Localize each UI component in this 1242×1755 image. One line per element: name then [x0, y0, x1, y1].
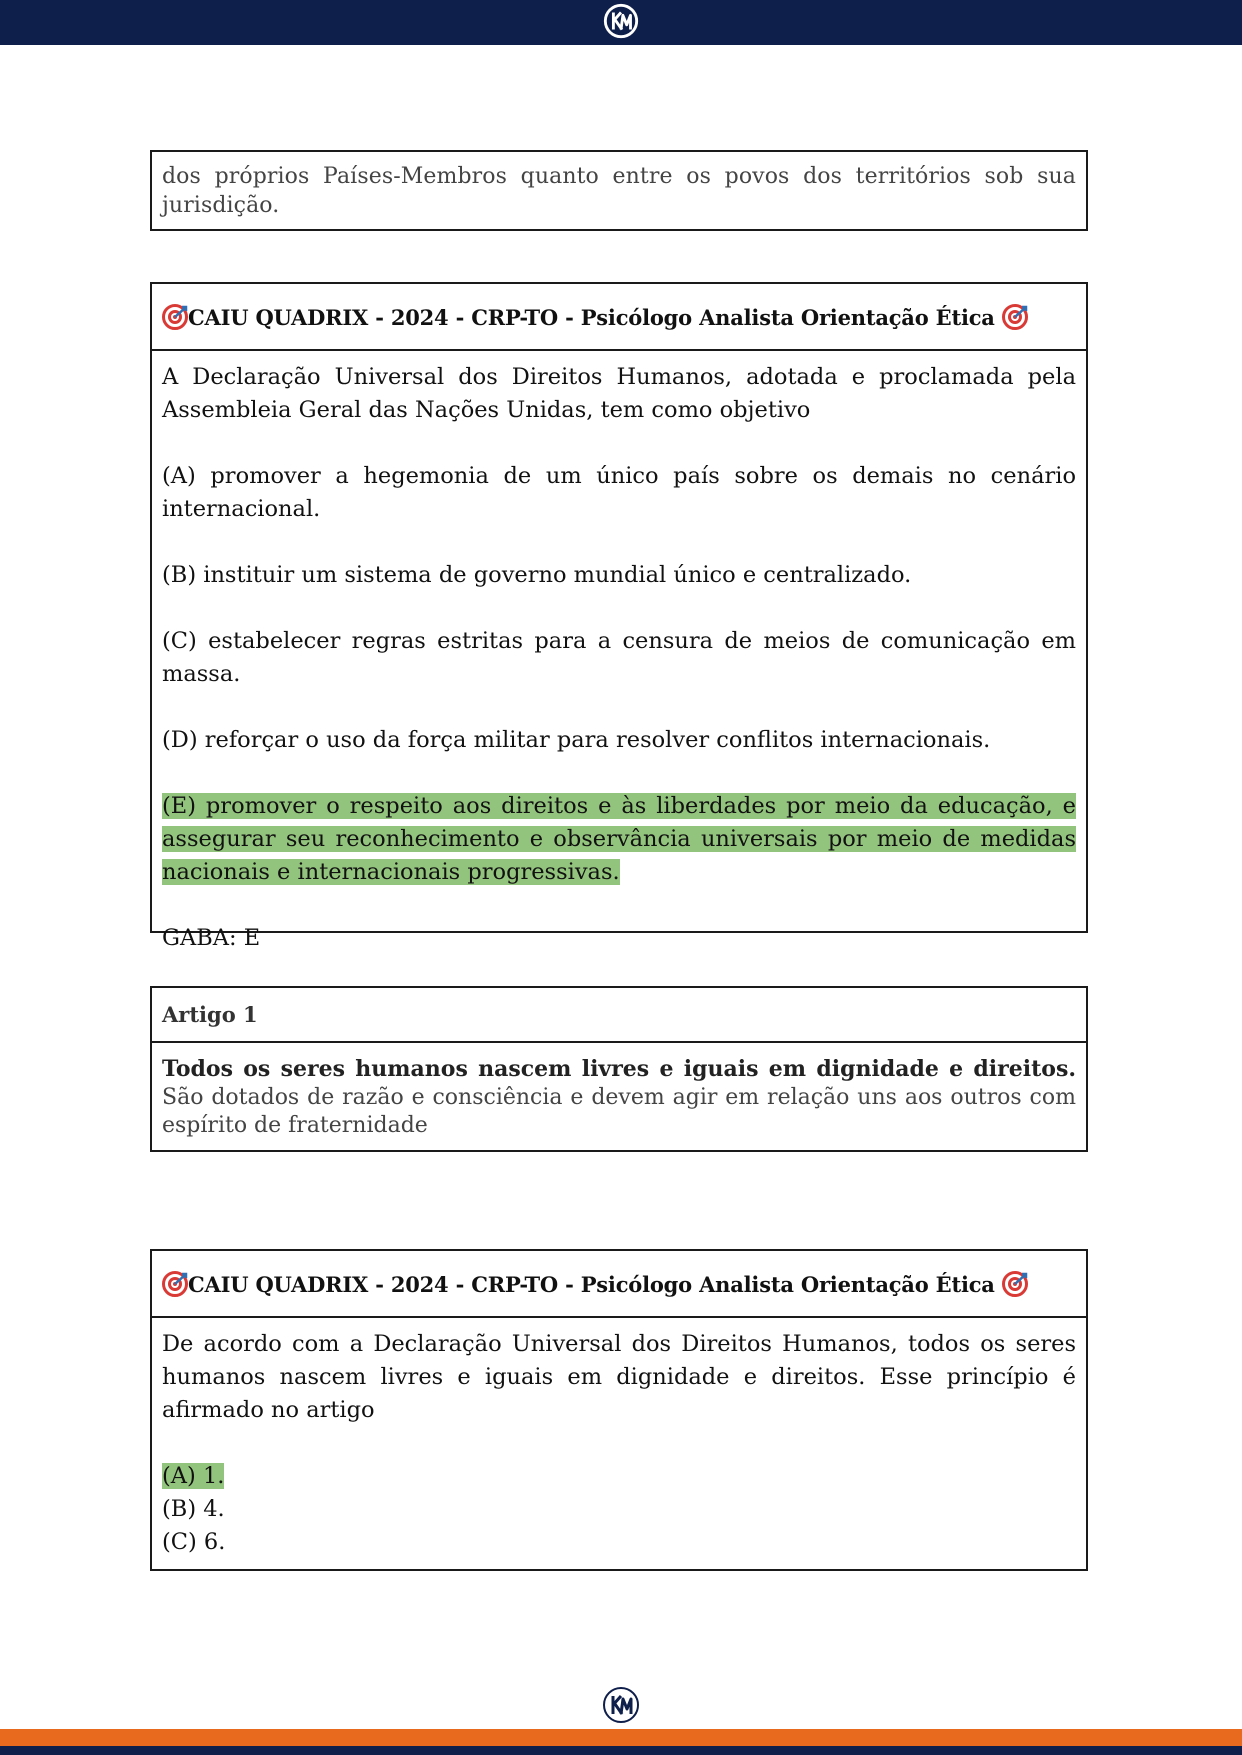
- question-box-2: [150, 1249, 1088, 1571]
- option-e-correct: [162, 790, 1076, 889]
- article-text: São dotados de razão e consciência e devem agir em relação uns aos outros com espírito de fraternidade: [162, 1085, 1076, 1138]
- km-logo-icon: [602, 2, 640, 40]
- footer-orange-bar: [0, 1729, 1242, 1746]
- option-a: (A) promover a hegemonia de um único país sobre os demais no cenário internacional.: [162, 463, 1076, 522]
- question-title-text: CAIU QUADRIX - 2024 - CRP-TO - Psicólogo Analista Orientação Ética: [188, 304, 995, 330]
- question-statement: A Declaração Universal dos Direitos Humanos, adotada e proclamada pela Assembleia Geral das Nações Unidas, tem como objetivo: [162, 364, 1076, 423]
- km-logo-icon: [601, 1685, 641, 1725]
- question-title: [162, 1271, 1028, 1297]
- answer-highlight: (A) 1.: [162, 1463, 225, 1489]
- article-title: Artigo 1: [162, 1002, 258, 1027]
- top-header-bar: [0, 0, 1242, 45]
- question-box-1: [150, 282, 1088, 951]
- answer-highlight: (E) promover o respeito aos direitos e às liberdades por meio da educação, e assegurar seu reconhecimento e observância universais por meio de medidas nacionais e internacionais progressivas.: [162, 793, 1076, 885]
- question-header: [152, 1251, 1086, 1318]
- continuation-text: dos próprios Países-Membros quanto entre os povos dos territórios sob sua jurisdição.: [162, 164, 1076, 218]
- question-header: [152, 284, 1086, 351]
- target-icon: [162, 304, 188, 330]
- article-body: [152, 1043, 1086, 1140]
- article-header: [152, 988, 1086, 1043]
- option-c: (C) estabelecer regras estritas para a censura de meios de comunicação em massa.: [162, 628, 1076, 687]
- option-c: (C) 6.: [162, 1529, 226, 1555]
- continuation-box: [150, 150, 1088, 231]
- question-title-text: CAIU QUADRIX - 2024 - CRP-TO - Psicólogo Analista Orientação Ética: [188, 1271, 995, 1297]
- question-body: [152, 1318, 1086, 1559]
- option-a-correct: [162, 1460, 1076, 1493]
- target-icon: [162, 1271, 188, 1297]
- footer-navy-bar: [0, 1746, 1242, 1755]
- target-icon: [1002, 304, 1028, 330]
- article-box: [150, 986, 1088, 1152]
- option-d: (D) reforçar o uso da força militar para resolver conflitos internacionais.: [162, 727, 991, 753]
- question-body: [152, 351, 1086, 955]
- option-b: (B) 4.: [162, 1496, 225, 1522]
- article-bold-text: Todos os seres humanos nascem livres e iguais em dignidade e direitos.: [162, 1056, 1076, 1082]
- answer-key: GABA: E: [162, 925, 261, 951]
- target-icon: [1002, 1271, 1028, 1297]
- option-b: (B) instituir um sistema de governo mundial único e centralizado.: [162, 562, 912, 588]
- question-title: [162, 304, 1028, 330]
- question-statement: De acordo com a Declaração Universal dos Direitos Humanos, todos os seres humanos nascem livres e iguais em dignidade e direitos. Esse princípio é afirmado no artigo: [162, 1331, 1076, 1423]
